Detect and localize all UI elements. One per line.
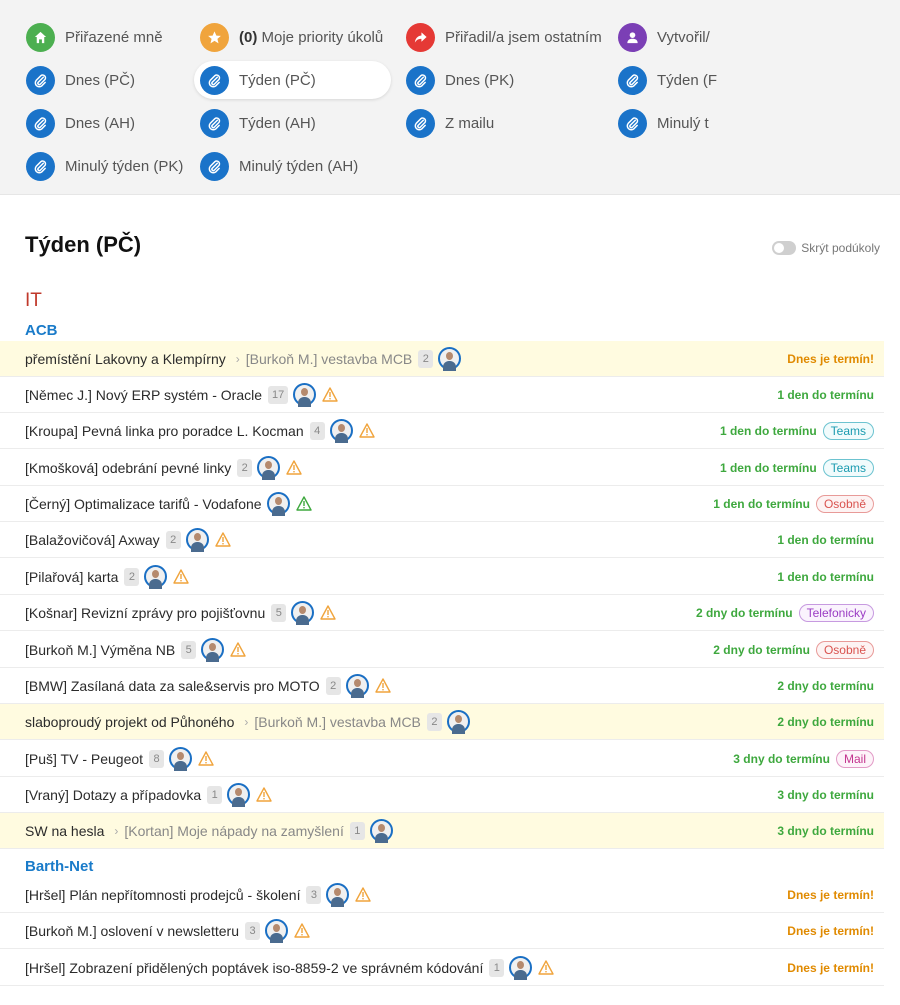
filter-label: Minulý t: [657, 114, 709, 132]
filter-label: Minulý týden (PK): [65, 157, 184, 175]
avatar[interactable]: [447, 710, 470, 733]
subtask-count-badge: 2: [124, 568, 139, 586]
parent-task-link[interactable]: [Kortan] Moje nápady na zamyšlení: [124, 822, 344, 839]
warning-icon: [322, 387, 338, 402]
tag-badge[interactable]: Mail: [836, 750, 874, 768]
parent-task-link[interactable]: [Burkoň M.] vestavba MCB: [245, 350, 413, 367]
due-status: 1 den do termínu: [777, 532, 874, 547]
subtask-count-badge: 2: [326, 677, 341, 695]
task-title[interactable]: [Hršel] Zobrazení přidělených poptávek iso-8859-2 ve správném kódování: [25, 959, 484, 976]
paperclip-icon: [200, 152, 229, 181]
filter-today-pk[interactable]: [400, 61, 528, 99]
task-title[interactable]: [Burkoň M.] Výměna NB: [25, 641, 176, 658]
warning-icon: [230, 642, 246, 657]
task-title[interactable]: [Puš] TV - Peugeot: [25, 750, 144, 767]
home-icon: [26, 23, 55, 52]
task-title[interactable]: [Košnar] Revizní zprávy pro pojišťovnu: [25, 604, 266, 621]
filter-label: Vytvořil/: [657, 28, 710, 46]
chevron-right-icon: ›: [244, 714, 249, 729]
paperclip-icon: [26, 109, 55, 138]
tag-badge[interactable]: Teams: [823, 459, 874, 477]
task-title[interactable]: [Burkoň M.] oslovení v newsletteru: [25, 922, 239, 939]
task-title[interactable]: [Černý] Optimalizace tarifů - Vodafone: [25, 495, 262, 512]
avatar[interactable]: [291, 601, 314, 624]
paperclip-icon: [26, 66, 55, 95]
due-status: 3 dny do termínu: [777, 823, 874, 838]
filter-week-pk[interactable]: [612, 61, 718, 99]
avatar[interactable]: [330, 419, 353, 442]
warning-icon: [198, 751, 214, 766]
avatar[interactable]: [438, 347, 461, 370]
avatar[interactable]: [346, 674, 369, 697]
task-row[interactable]: [0, 950, 884, 986]
avatar[interactable]: [326, 883, 349, 906]
task-row[interactable]: [0, 813, 884, 849]
due-status: Dnes je termín!: [787, 960, 874, 975]
due-status: 1 den do termínu: [777, 569, 874, 584]
subtask-count-badge: 2: [427, 713, 442, 731]
subtask-count-badge: 1: [207, 786, 222, 804]
avatar[interactable]: [265, 919, 288, 942]
filter-last-week-ah[interactable]: [194, 147, 372, 185]
due-status: Dnes je termín!: [787, 887, 874, 902]
parent-task-link[interactable]: [Burkoň M.] vestavba MCB: [254, 713, 421, 730]
avatar[interactable]: [257, 456, 280, 479]
warning-icon: [173, 569, 189, 584]
avatar[interactable]: [509, 956, 532, 979]
avatar[interactable]: [293, 383, 316, 406]
subtask-count-badge: 2: [166, 531, 181, 549]
avatar[interactable]: [267, 492, 290, 515]
due-status: 2 dny do termínu: [713, 642, 810, 657]
paperclip-icon: [618, 66, 647, 95]
subtask-count-badge: 2: [237, 459, 252, 477]
task-row[interactable]: [0, 413, 884, 449]
task-row[interactable]: [0, 668, 884, 704]
filter-assigned-to-others[interactable]: [400, 18, 616, 56]
filter-from-mail[interactable]: [400, 104, 508, 142]
filter-assigned-to-me[interactable]: [20, 18, 177, 56]
subtask-count-badge: 2: [418, 350, 433, 368]
task-row[interactable]: [0, 741, 884, 777]
due-status: Dnes je termín!: [787, 923, 874, 938]
subtask-count-badge: 3: [245, 922, 260, 940]
due-status: 2 dny do termínu: [777, 678, 874, 693]
filter-label: Týden (PČ): [239, 71, 316, 89]
task-row[interactable]: [0, 595, 884, 631]
chevron-right-icon: ›: [235, 351, 240, 366]
task-title[interactable]: SW na hesla: [25, 822, 105, 839]
avatar[interactable]: [169, 747, 192, 770]
toggle-switch[interactable]: [772, 241, 796, 255]
warning-icon: [296, 496, 312, 511]
due-status: 2 dny do termínu: [695, 605, 793, 620]
avatar[interactable]: [186, 528, 209, 551]
filter-label: Týden (AH): [239, 114, 316, 132]
filter-today-ah[interactable]: [20, 104, 149, 142]
filter-label: Přiřazené mně: [65, 28, 163, 46]
page-title: Týden (PČ): [25, 232, 142, 257]
filter-label: Dnes (PK): [445, 71, 515, 89]
warning-icon: [538, 960, 554, 975]
filter-my-priorities[interactable]: [194, 18, 397, 56]
warning-icon: [286, 460, 302, 475]
task-title[interactable]: [Hršel] Plán nepřítomnosti prodejců - školení: [25, 886, 301, 903]
warning-icon: [359, 423, 375, 438]
task-row[interactable]: [0, 377, 884, 413]
filter-label: Týden (F: [657, 71, 718, 89]
task-row[interactable]: [0, 704, 884, 740]
star-icon: [200, 23, 229, 52]
warning-icon: [256, 787, 272, 802]
task-row[interactable]: [0, 632, 884, 668]
avatar[interactable]: [144, 565, 167, 588]
task-title[interactable]: [Kroupa] Pevná linka pro poradce L. Kocman: [25, 422, 304, 439]
filter-created-by-me[interactable]: [612, 18, 710, 56]
task-title[interactable]: [BMW] Zasílaná data za sale&servis pro MOTO: [25, 677, 320, 694]
filter-last-week[interactable]: [612, 104, 710, 142]
toggle-label: Skrýt podúkoly: [801, 241, 880, 255]
task-row[interactable]: [0, 486, 884, 522]
warning-icon: [355, 887, 371, 902]
subtask-count-badge: 3: [306, 886, 321, 904]
task-row[interactable]: [0, 341, 884, 377]
due-status: 1 den do termínu: [719, 423, 817, 438]
filter-label: Z mailu: [445, 114, 495, 132]
subtask-count-badge: 4: [310, 422, 325, 440]
paperclip-icon: [406, 66, 435, 95]
subtask-count-badge: 1: [350, 822, 365, 840]
due-status: 2 dny do termínu: [777, 714, 874, 729]
paperclip-icon: [618, 109, 647, 138]
hide-subtasks-toggle[interactable]: [772, 241, 880, 255]
task-row[interactable]: [0, 913, 884, 949]
tag-badge[interactable]: Teams: [823, 422, 874, 440]
filter-label: Dnes (PČ): [65, 71, 136, 89]
subtask-count-badge: 5: [181, 641, 196, 659]
task-title[interactable]: [Němec J.] Nový ERP systém - Oracle: [25, 386, 263, 403]
due-status: 3 dny do termínu: [777, 787, 874, 802]
task-row[interactable]: [0, 777, 884, 813]
filter-last-week-pk[interactable]: [20, 147, 197, 185]
tag-badge[interactable]: Osobně: [816, 495, 874, 513]
filter-bar: [0, 0, 900, 195]
filter-label: Dnes (AH): [65, 114, 136, 132]
paperclip-icon: [406, 109, 435, 138]
avatar[interactable]: [370, 819, 393, 842]
subtask-count-badge: 1: [489, 959, 504, 977]
filter-week-pc[interactable]: [194, 61, 391, 99]
group-heading[interactable]: ACB: [25, 322, 58, 339]
due-status: 1 den do termínu: [713, 496, 810, 511]
due-status: 3 dny do termínu: [733, 751, 830, 766]
subtask-count-badge: 8: [149, 750, 164, 768]
filter-week-ah[interactable]: [194, 104, 330, 142]
task-title[interactable]: slaboproudý projekt od Půhoného: [25, 713, 235, 730]
warning-icon: [375, 678, 391, 693]
avatar[interactable]: [227, 783, 250, 806]
task-title[interactable]: [Kmošková] odebrání pevné linky: [25, 459, 232, 476]
task-title[interactable]: [Balažovičová] Axway: [25, 531, 160, 548]
share-arrow-icon: [406, 23, 435, 52]
priority-count: (0): [239, 28, 258, 46]
task-title[interactable]: [Vraný] Dotazy a případovka: [25, 786, 202, 803]
task-title[interactable]: přemístění Lakovny a Klempírny: [25, 350, 226, 367]
due-status: 1 den do termínu: [777, 387, 874, 402]
tag-badge[interactable]: Telefonicky: [799, 604, 874, 622]
task-row[interactable]: [0, 877, 884, 913]
filter-today-pc[interactable]: [20, 61, 149, 99]
subtask-count-badge: 17: [268, 386, 288, 404]
task-title[interactable]: [Pilařová] karta: [25, 568, 119, 585]
warning-icon: [294, 923, 310, 938]
filter-label: Moje priority úkolů: [261, 28, 384, 46]
due-status: 1 den do termínu: [719, 460, 817, 475]
warning-icon: [320, 605, 336, 620]
task-row[interactable]: [0, 450, 884, 486]
category-heading: IT: [25, 290, 42, 311]
task-row[interactable]: [0, 522, 884, 558]
group-heading[interactable]: Barth-Net: [25, 858, 94, 875]
due-status: Dnes je termín!: [787, 351, 874, 366]
filter-label: Přiřadil/a jsem ostatním: [445, 28, 602, 46]
subtask-count-badge: 5: [271, 604, 286, 622]
paperclip-icon: [200, 109, 229, 138]
user-icon: [618, 23, 647, 52]
tag-badge[interactable]: Osobně: [816, 641, 874, 659]
paperclip-icon: [200, 66, 229, 95]
task-row[interactable]: [0, 559, 884, 595]
chevron-right-icon: ›: [114, 823, 119, 838]
paperclip-icon: [26, 152, 55, 181]
warning-icon: [215, 532, 231, 547]
avatar[interactable]: [201, 638, 224, 661]
filter-label: Minulý týden (AH): [239, 157, 359, 175]
